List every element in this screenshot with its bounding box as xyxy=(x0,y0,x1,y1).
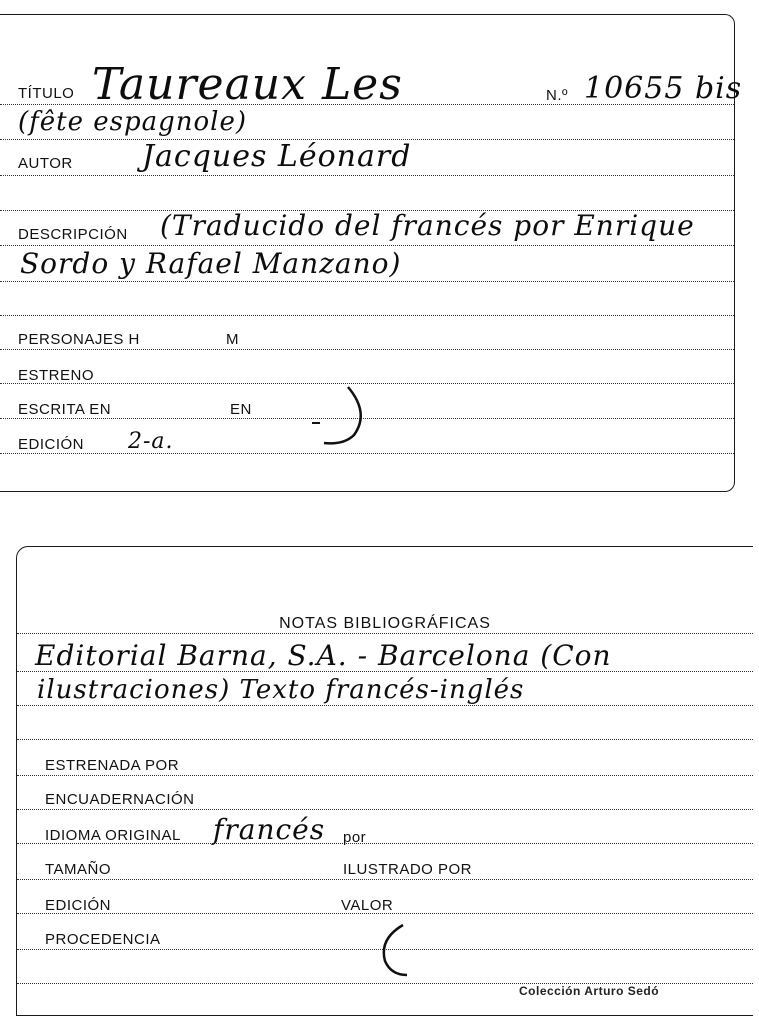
ruled-line xyxy=(0,175,734,176)
notas-line-1: Editorial Barna, S.A. - Barcelona (Con xyxy=(35,639,612,672)
descripcion-label: DESCRIPCIÓN xyxy=(18,226,128,243)
titulo-label: TÍTULO xyxy=(18,85,75,102)
collection-footer: Colección Arturo Sedó xyxy=(519,984,660,998)
titulo-value: Taureaux Les xyxy=(92,59,403,110)
bracket-mark xyxy=(310,383,380,449)
edicion-label: EDICIÓN xyxy=(45,897,112,914)
encuadernacion-label: ENCUADERNACIÓN xyxy=(45,791,195,808)
ruled-line xyxy=(17,633,753,634)
ruled-line xyxy=(0,315,734,316)
notas-line-2: ilustraciones) Texto francés-inglés xyxy=(37,675,525,705)
numero-value: 10655 bis xyxy=(584,71,743,106)
numero-label: N.º xyxy=(546,87,568,104)
titulo-continuation: (fête espagnole) xyxy=(18,107,248,137)
escrita-en-label: ESCRITA EN xyxy=(18,401,112,418)
catalog-card-front xyxy=(0,14,743,492)
procedencia-label: PROCEDENCIA xyxy=(45,931,161,948)
tamano-label: TAMAÑO xyxy=(45,861,112,878)
personajes-h-label: PERSONAJES H xyxy=(18,331,140,348)
ruled-line xyxy=(17,809,753,810)
estreno-label: ESTRENO xyxy=(18,367,95,384)
idioma-original-value: francés xyxy=(213,813,326,846)
ruled-line xyxy=(0,349,734,350)
ilustrado-por-label: ILUSTRADO POR xyxy=(343,861,473,878)
notas-heading: NOTAS BIBLIOGRÁFICAS xyxy=(279,615,491,632)
valor-label: VALOR xyxy=(341,897,394,914)
ruled-line xyxy=(0,245,734,246)
personajes-m-label: M xyxy=(226,331,239,348)
escrita-en-second-label: EN xyxy=(230,401,252,418)
ruled-line xyxy=(0,281,734,282)
ruled-line xyxy=(17,739,753,740)
ruled-line xyxy=(0,453,734,454)
edicion-label: EDICIÓN xyxy=(18,436,85,453)
bracket-mark xyxy=(373,921,423,981)
idioma-por-label: por xyxy=(343,829,367,846)
ruled-line xyxy=(17,705,753,706)
catalog-card-back xyxy=(16,546,753,1016)
descripcion-line-2: Sordo y Rafael Manzano) xyxy=(20,247,402,280)
descripcion-line-1: (Traducido del francés por Enrique xyxy=(160,209,695,242)
autor-value: Jacques Léonard xyxy=(142,139,412,174)
edicion-value: 2-a. xyxy=(128,429,174,454)
estrenada-por-label: ESTRENADA POR xyxy=(45,757,180,774)
ruled-line xyxy=(17,775,753,776)
autor-label: AUTOR xyxy=(18,155,73,172)
ruled-line xyxy=(17,879,753,880)
idioma-original-label: IDIOMA ORIGINAL xyxy=(45,827,181,844)
